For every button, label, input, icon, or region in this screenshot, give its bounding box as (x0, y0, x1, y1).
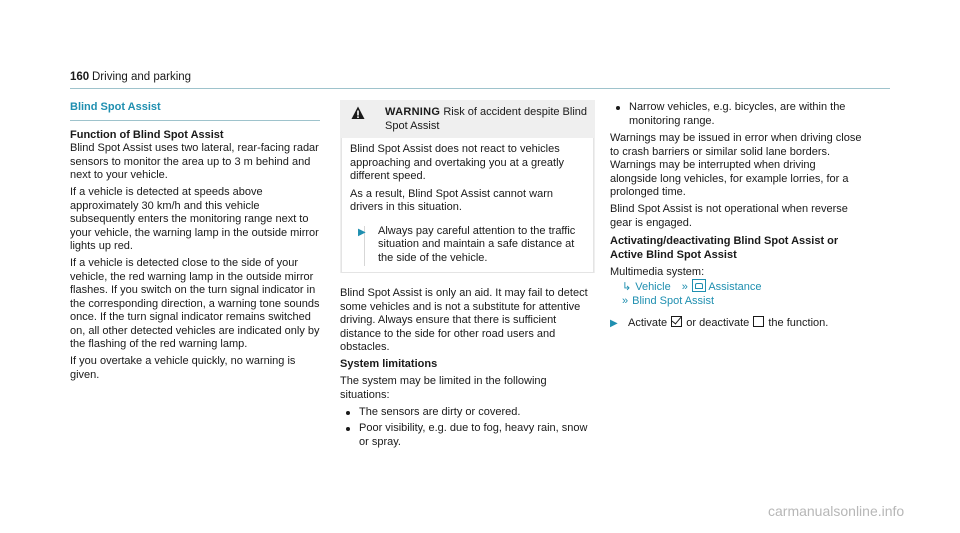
function-subheading: Function of Blind Spot Assist (70, 128, 224, 141)
warning-action (350, 225, 585, 266)
action-text: Always pay careful attention to the traffic situation and maintain a safe distance at the side of the vehicle. (378, 224, 576, 264)
section-title: Blind Spot Assist (70, 101, 161, 113)
multimedia-label: Multimedia system: (610, 265, 705, 278)
menu-blind-spot-assist: Blind Spot Assist (632, 294, 715, 307)
menu-path-line-2 (610, 295, 865, 309)
step-function: the function. (768, 317, 829, 329)
column-middle (340, 101, 595, 453)
next-step-icon: » (622, 294, 629, 307)
menu-assistance: Assistance (708, 281, 762, 293)
paragraph: The system may be limited in the following situations: (340, 375, 547, 401)
list-item (340, 422, 595, 449)
step-or-deactivate: or deactivate (686, 317, 750, 329)
paragraph: If a vehicle is detected at speeds above approximately 30 km/h and this vehicle subsequently enters the monitoring range next to your vehicle, the warning lamp in the outside mirror lights up red. (70, 186, 319, 252)
paragraph: If you overtake a vehicle quickly, no warning is given. (70, 355, 296, 381)
menu-path-line-1 (610, 279, 865, 295)
list-item (340, 406, 595, 420)
list-item-text: Narrow vehicles, e.g. bicycles, are within the monitoring range. (629, 101, 846, 127)
paragraph: If a vehicle is detected close to the side of your vehicle, the red warning lamp in the outside mirror flashes. If you switch on the turn signal indicator in the corresponding direction, a warning tone sounds once. If the turn signal indicator remains switched on, all other detected vehicles are indicated only by the flashing of the red warning lamp. (70, 257, 320, 350)
next-step-icon: » (681, 281, 688, 293)
page-header (70, 71, 890, 89)
enter-menu-icon: ↳ (622, 281, 632, 293)
paragraph: Warnings may be issued in error when driving close to crash barriers or similar solid lane borders. Warnings may be interrupted when driving alongside long vehicles, for example lorries, for a prolonged time. (610, 132, 862, 198)
paragraph: Blind Spot Assist is not operational when reverse gear is engaged. (610, 203, 848, 229)
assistance-car-icon (692, 279, 706, 292)
column-left (70, 101, 320, 386)
column-right (610, 101, 865, 331)
warning-paragraph: Blind Spot Assist does not react to vehicles approaching and overtaking you at a greatly different speed. (350, 143, 565, 182)
step-activate: Activate (628, 317, 668, 329)
section-divider (70, 120, 320, 121)
warning-paragraph: As a result, Blind Spot Assist cannot warn drivers in this situation. (350, 187, 553, 213)
warning-label: WARNING (385, 106, 441, 118)
limitations-list-continued (610, 101, 865, 128)
menu-vehicle: Vehicle (635, 281, 671, 293)
bullet-icon (346, 427, 350, 431)
activation-subheading: Activating/deactivating Blind Spot Assist or Active Blind Spot Assist (610, 235, 839, 261)
step-arrow-icon: ▶ (610, 318, 618, 329)
limitations-list (340, 406, 595, 450)
list-item (610, 101, 865, 128)
list-item-text: Poor visibility, e.g. due to fog, heavy rain, snow or spray. (359, 422, 588, 448)
warning-body (341, 138, 594, 273)
chapter-title: Driving and parking (92, 71, 192, 83)
paragraph: Blind Spot Assist uses two lateral, rear-facing radar sensors to monitor the area up to 3 m behind and next to your vehicle. (70, 142, 319, 181)
checked-box-icon (671, 316, 682, 327)
activation-step (610, 316, 865, 331)
action-arrow-icon: ▶ (358, 226, 366, 238)
warning-triangle-icon (351, 106, 365, 120)
bullet-icon (346, 411, 350, 415)
watermark: carmanualsonline.info (768, 503, 905, 519)
bullet-icon (616, 106, 620, 110)
paragraph: Blind Spot Assist is only an aid. It may fail to detect some vehicles and is not a substitute for attentive driving. Always ensure that there is sufficient distance to the side for other road users and obstacles. (340, 287, 588, 353)
header-divider (70, 88, 890, 89)
warning-header (340, 100, 595, 138)
unchecked-box-icon (753, 316, 764, 327)
warning-box (340, 100, 595, 273)
page-number: 160 (70, 71, 90, 83)
list-item-text: The sensors are dirty or covered. (359, 405, 521, 418)
warning-title: Risk of accident despite Blind Spot Assist (385, 106, 588, 132)
limitations-subheading: System limitations (340, 358, 438, 370)
